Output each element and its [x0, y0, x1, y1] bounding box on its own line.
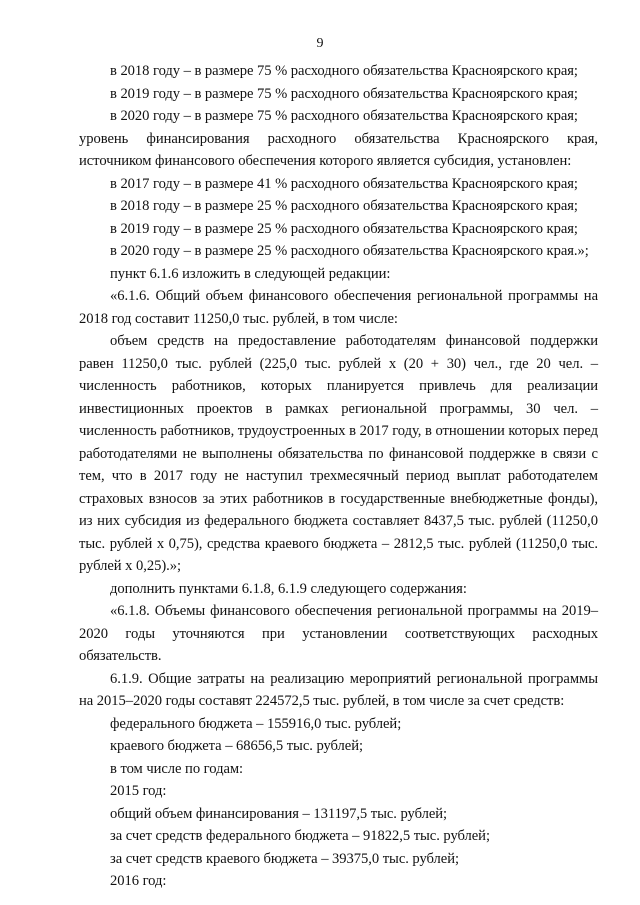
paragraph: в 2018 году – в размере 25 % расходного обязательства Красноярского края; — [110, 198, 578, 214]
paragraph: 2015 год: — [110, 783, 167, 799]
paragraph: объем средств на предоставление работодателям финансовой поддержки равен 11250,0 тыс. рублей (225,0 тыс. рублей х (20 + 30) чел., где 20 чел. – численность работников, которых планируется привлечь для реализации инвестиционных проектов в рамках региональной программы, 30 чел. – численность работников, трудоустроенных в 2017 году, в отношении которых перед работодателями не выполнены обязательства по финансовой поддержке в связи с тем, что в 2017 году не наступил трехмесячный период выплат работодателем страховых взносов за этих работников в государственные внебюджетные фонды), из них субсидия из федерального бюджета составляет 8437,5 тыс. рублей (11250,0 тыс. рублей х 0,75), средства краевого бюджета – 2812,5 тыс. рублей (11250,0 тыс. рублей х 0,25).»; — [79, 333, 598, 574]
paragraph: федерального бюджета – 155916,0 тыс. рублей; — [110, 715, 402, 732]
paragraph: в 2017 году – в размере 41 % расходного обязательства Красноярского края; — [110, 175, 578, 192]
paragraph: пункт 6.1.6 изложить в следующей редакции: — [110, 265, 391, 282]
paragraph: за счет средств федерального бюджета – 91822,5 тыс. рублей; — [110, 828, 490, 844]
document-body — [79, 60, 598, 893]
paragraph: краевого бюджета – 68656,5 тыс. рублей; — [110, 738, 363, 754]
page-number: 9 — [316, 36, 324, 51]
paragraph: в 2019 году – в размере 75 % расходного обязательства Красноярского края; — [110, 85, 578, 102]
paragraph: в 2019 году – в размере 25 % расходного обязательства Красноярского края; — [110, 220, 578, 237]
paragraph: за счет средств краевого бюджета – 39375,0 тыс. рублей; — [110, 850, 459, 867]
paragraph: «6.1.6. Общий объем финансового обеспечения региональной программы на 2018 год составит 11250,0 тыс. рублей, в том числе: — [79, 288, 598, 327]
paragraph: в 2020 году – в размере 75 % расходного обязательства Красноярского края; — [110, 108, 578, 124]
paragraph: в том числе по годам: — [110, 760, 244, 777]
paragraph: дополнить пунктами 6.1.8, 6.1.9 следующего содержания: — [110, 580, 467, 597]
paragraph: общий объем финансирования – 131197,5 тыс. рублей; — [110, 805, 448, 822]
paragraph: 2016 год: — [110, 873, 167, 889]
paragraph: 6.1.9. Общие затраты на реализацию мероприятий региональной программы на 2015–2020 годы составят 224572,5 тыс. рублей, в том числе за счет средств: — [79, 670, 598, 709]
paragraph: в 2020 году – в размере 25 % расходного обязательства Красноярского края.»; — [110, 243, 589, 259]
paragraph: в 2018 году – в размере 75 % расходного обязательства Красноярского края; — [110, 63, 578, 79]
paragraph: уровень финансирования расходного обязательства Красноярского края, источником финансового обеспечения которого является субсидия, установлен: — [79, 130, 598, 169]
paragraph: «6.1.8. Объемы финансового обеспечения региональной программы на 2019–2020 годы уточняются при установлении соответствующих расходных обязательств. — [79, 603, 598, 664]
